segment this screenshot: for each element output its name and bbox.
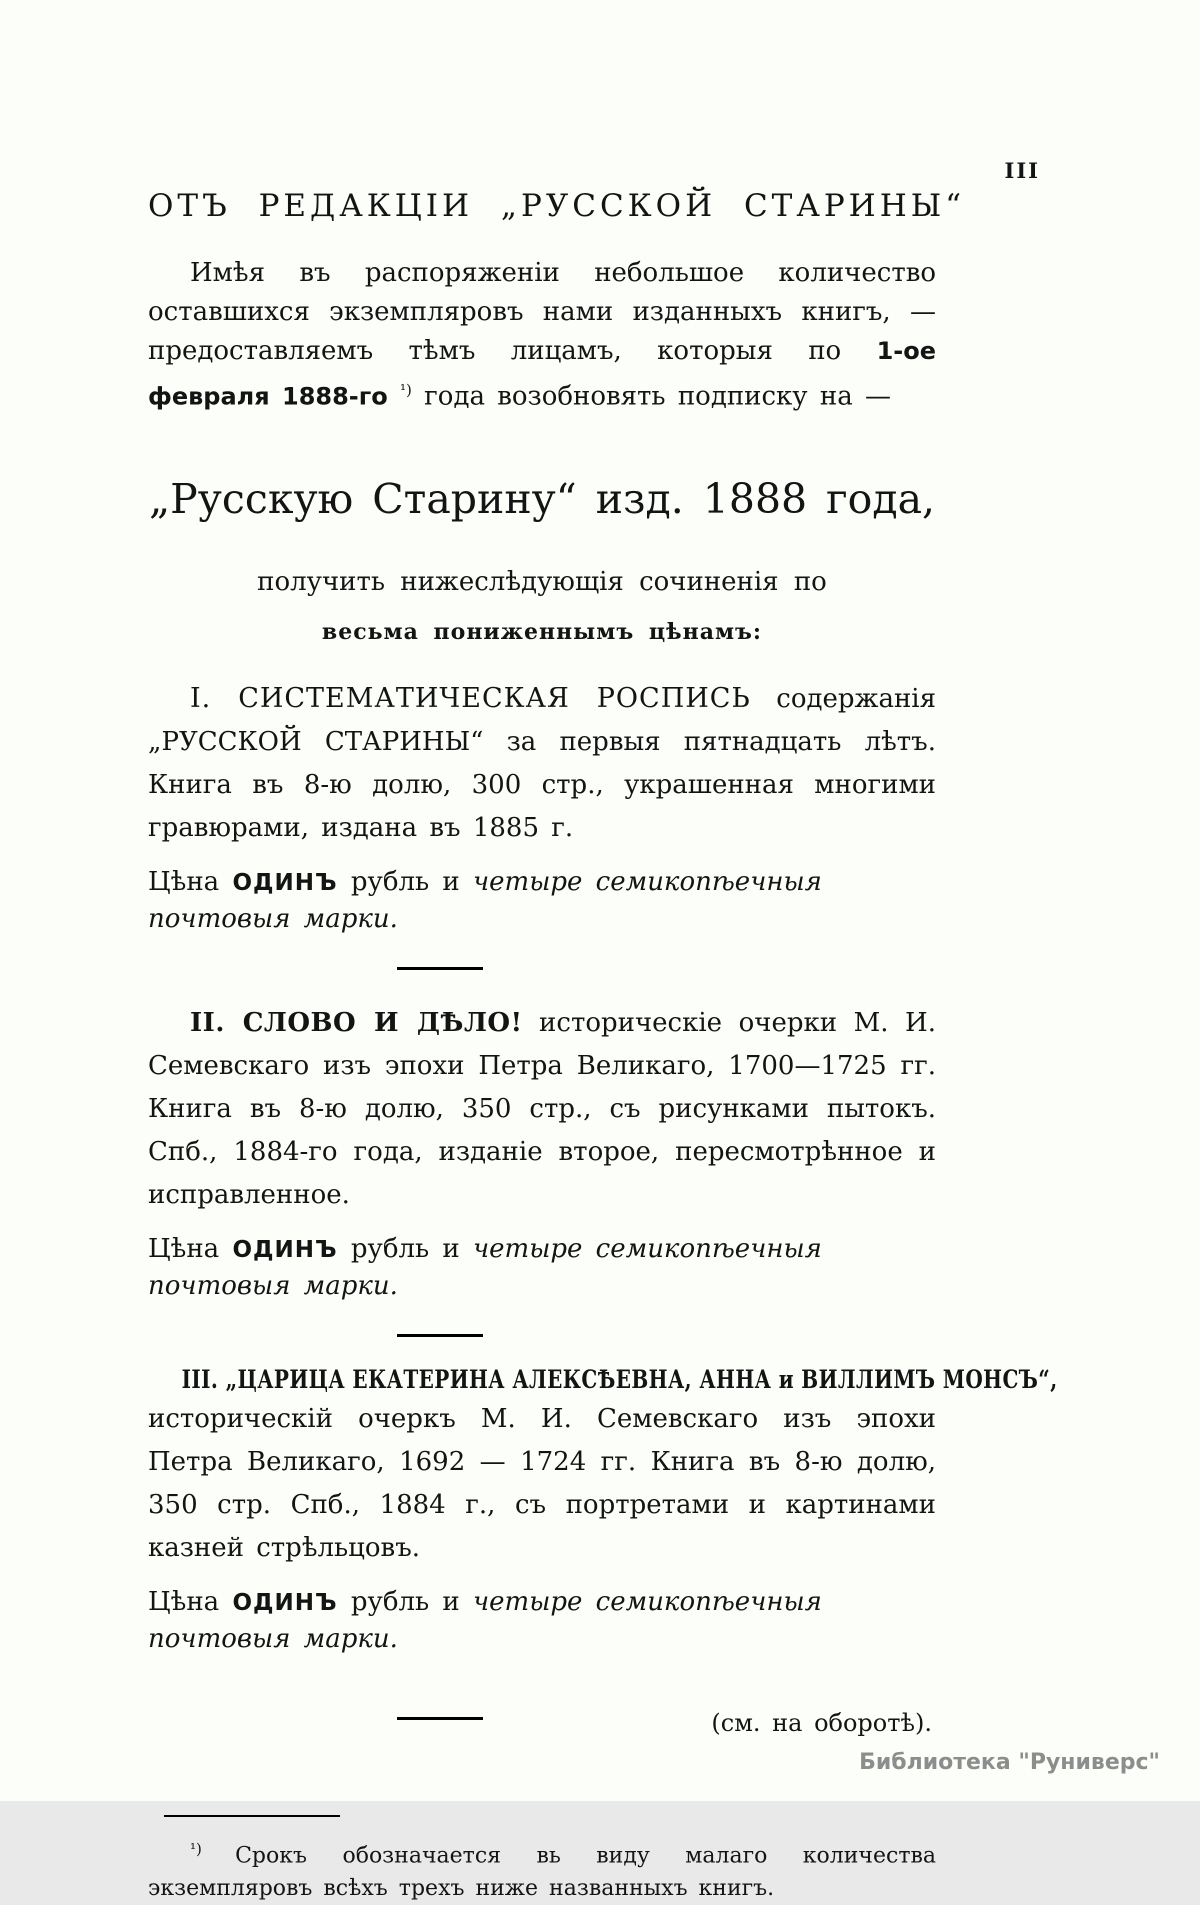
price-label: Цѣна [148,1233,233,1264]
intro-text-after: года возобновять подписку на — [411,381,891,412]
publication-title: „Русскую Старину“ изд. 1888 года, [148,474,936,523]
section-1-paragraph [148,677,936,850]
section-2-price [148,1231,936,1304]
price-amount: ОДИНЪ [232,1236,338,1263]
footnote-separator [164,1815,340,1817]
price-mid: рубль и [337,866,473,897]
section-divider [397,967,483,970]
price-label: Цѣна [148,866,233,897]
library-watermark: Библиотека "Руниверс" [859,1750,1160,1775]
footnote-marker: ¹) [190,1839,236,1858]
price-mid: рубль и [337,1586,473,1617]
date-emphasis: 1-ое февраля 1888-го [148,337,936,411]
overleaf-note: (см. на оборотѣ). [711,1708,932,1737]
section-divider [397,1334,483,1337]
footnote-text: Срокъ обозначается вь виду малаго количества экземпляровъ всѣхъ трехъ ниже названныхъ книгъ. [148,1842,936,1901]
price-amount: ОДИНЪ [232,1589,338,1616]
section-divider [397,1717,483,1720]
price-tail: четыре семикопѣечныя почтовыя марки. [148,1586,822,1654]
subtitle-line: получить нижеслѣдующія сочиненія по [257,566,827,597]
section-2-paragraph [148,1002,936,1217]
section-3-body: историческій очеркъ М. И. Семевскаго изъ эпохи Петра Великаго, 1692 — 1724 гг. Книга въ 8-ю долю, 350 стр. Спб., 1884 г., съ портретами и картинами казней стрѣльцовъ. [148,1403,936,1563]
section-2-body: историческіе очерки М. И. Семевскаго изъ эпохи Петра Великаго, 1700—1725 гг. Книга въ 8-ю долю, 350 стр., съ рисунками пытокъ. Спб., 1884-го года, изданіе второе, пересмотрѣнное и исправленное. [148,1007,936,1210]
price-label: Цѣна [148,1586,233,1617]
page-number: III [1004,158,1040,183]
price-mid: рубль и [337,1233,473,1264]
section-2-title: II. СЛОВО И ДѢЛО! [190,1007,523,1038]
intro-text-before: Имѣя въ распоряженіи небольшое количество оставшихся экземпляровъ нами изданныхъ книгъ, — предоставляемъ тѣмъ лицамъ, которыя по [148,258,936,366]
footnote-paragraph [148,1833,936,1905]
overleaf-row [148,1709,936,1749]
footnote-reference: ¹) [400,381,412,399]
section-1-body: содержанія „РУССКОЙ СТАРИНЫ“ за первыя пятнадцать лѣтъ. Книга въ 8-ю долю, 300 стр., украшенная многими гравюрами, издана въ 1885 г. [148,683,936,843]
section-3-price [148,1584,936,1657]
price-amount: ОДИНЪ [232,869,338,896]
price-tail: четыре семикопѣечныя почтовыя марки. [148,1233,822,1301]
price-tail: четыре семикопѣечныя почтовыя марки. [148,866,822,934]
section-1-price [148,864,936,937]
intro-paragraph [148,254,936,417]
section-1-title: I. СИСТЕМАТИЧЕСКАЯ РОСПИСЬ [190,682,751,714]
discount-line: весьма пониженнымъ цѣнамъ: [321,618,763,645]
masthead-title: ОТЪ РЕДАКЦІИ „РУССКОЙ СТАРИНЫ“ [148,188,966,224]
section-3-title: III. „ЦАРИЦА ЕКАТЕРИНА АЛЕКСѢЕВНА, АННА и ВИЛЛИМЪ МОНСЪ“, [181,1364,1058,1394]
